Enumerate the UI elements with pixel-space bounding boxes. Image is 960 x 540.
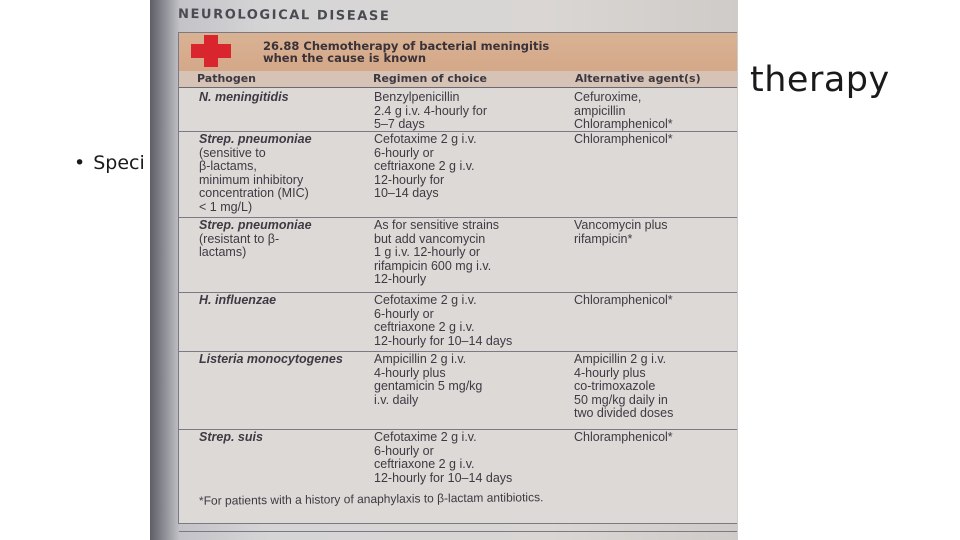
box-title-line: when the cause is known <box>263 51 427 65</box>
regimen-line: Ampicillin 2 g i.v. <box>374 352 467 366</box>
regimen-cell <box>374 91 574 132</box>
alternative-cell <box>574 219 734 246</box>
regimen-line: i.v. daily <box>374 392 419 407</box>
book-page <box>150 0 738 540</box>
pathogen-note-line: (sensitive to <box>199 145 266 160</box>
regimen-line: 4-hourly plus <box>374 365 446 380</box>
pathogen-note-line: β-lactams, <box>199 159 257 174</box>
table-footnote: *For patients with a history of anaphylaxis to β-lactam antibiotics. <box>198 490 544 508</box>
pathogen-name: Listeria monocytogenes <box>199 352 343 366</box>
chapter-heading: NEUROLOGICAL DISEASE <box>177 6 391 25</box>
slide-bullet <box>74 152 145 174</box>
info-box-title <box>263 40 733 64</box>
regimen-line: Cefotaxime 2 g i.v. <box>374 430 477 444</box>
table-header-row <box>179 71 737 88</box>
regimen-line: 10–14 days <box>374 186 439 201</box>
regimen-line: 6-hourly or <box>374 443 434 458</box>
regimen-line: 6-hourly or <box>374 145 434 160</box>
alternative-line: ampicillin <box>574 103 626 118</box>
pathogen-cell <box>199 353 369 367</box>
alternative-cell <box>574 294 734 308</box>
column-header-regimen: Regimen of choice <box>373 72 487 85</box>
column-header-alternative: Alternative agent(s) <box>575 72 701 85</box>
pathogen-cell <box>199 294 369 308</box>
alternative-line: 4-hourly plus <box>574 365 646 380</box>
regimen-line: gentamicin 5 mg/kg <box>374 379 483 394</box>
regimen-line: 1 g i.v. 12-hourly or <box>374 245 481 260</box>
regimen-line: but add vancomycin <box>374 231 486 246</box>
alternative-line: Chloramphenicol* <box>574 132 673 146</box>
regimen-line: ceftriaxone 2 g i.v. <box>374 159 475 174</box>
regimen-line: As for sensitive strains <box>374 218 500 232</box>
slide-bullet-text: Speci <box>93 152 145 174</box>
table-row <box>179 89 737 132</box>
pathogen-note-line: (resistant to β- <box>199 231 280 246</box>
regimen-line: ceftriaxone 2 g i.v. <box>374 320 475 335</box>
book-page-photo <box>150 0 738 540</box>
medical-cross-icon <box>191 35 231 67</box>
bullet-dot: • <box>74 152 86 174</box>
slide-title-fragment: therapy <box>750 60 890 100</box>
table-row <box>179 217 737 293</box>
alternative-line: two divided doses <box>574 406 674 421</box>
regimen-line: 5–7 days <box>374 117 425 132</box>
box-title-line: 26.88 Chemotherapy of bacterial meningitis <box>263 39 550 53</box>
pathogen-note-line: concentration (MIC) <box>199 186 309 201</box>
alternative-line: Chloramphenicol* <box>574 117 673 132</box>
regimen-line: Cefotaxime 2 g i.v. <box>374 293 477 307</box>
alternative-cell <box>574 133 734 147</box>
regimen-line: Benzylpenicillin <box>374 90 460 104</box>
alternative-cell <box>574 91 734 132</box>
alternative-line: Ampicillin 2 g i.v. <box>574 352 667 366</box>
table-row <box>179 131 737 218</box>
pathogen-cell <box>199 91 369 105</box>
alternative-line: co-trimoxazole <box>574 379 656 394</box>
pathogen-cell <box>199 133 369 215</box>
regimen-line: 12-hourly for 10–14 days <box>374 333 513 348</box>
regimen-line: Cefotaxime 2 g i.v. <box>374 132 477 146</box>
regimen-cell <box>374 353 574 407</box>
regimen-line: 12-hourly for 10–14 days <box>374 470 513 485</box>
regimen-cell <box>374 294 574 348</box>
regimen-line: 6-hourly or <box>374 306 434 321</box>
alternative-line: Vancomycin plus <box>574 218 668 232</box>
regimen-cell <box>374 133 574 201</box>
alternative-line: rifampicin* <box>574 231 633 246</box>
info-box <box>178 32 737 524</box>
pathogen-cell <box>199 219 369 260</box>
pathogen-name: Strep. pneumoniae <box>199 132 312 146</box>
alternative-line: 50 mg/kg daily in <box>574 392 668 407</box>
pathogen-note-line: minimum inhibitory <box>199 172 304 187</box>
pathogen-note-line: lactams) <box>199 245 247 260</box>
pathogen-cell <box>199 431 369 445</box>
regimen-line: rifampicin 600 mg i.v. <box>374 258 492 273</box>
table-row <box>179 351 737 430</box>
regimen-line: 2.4 g i.v. 4-hourly for <box>374 103 488 118</box>
regimen-cell <box>374 431 574 485</box>
pathogen-name: H. influenzae <box>199 293 277 307</box>
regimen-line: 12-hourly for <box>374 172 445 187</box>
regimen-cell <box>374 219 574 287</box>
pathogen-name: N. meningitidis <box>199 90 289 104</box>
pathogen-name: Strep. suis <box>199 430 263 444</box>
regimen-line: 12-hourly <box>374 272 427 287</box>
alternative-cell <box>574 353 734 421</box>
alternative-line: Chloramphenicol* <box>574 430 673 444</box>
alternative-line: Cefuroxime, <box>574 90 642 104</box>
pathogen-note-line: < 1 mg/L) <box>199 199 253 214</box>
alternative-cell <box>574 431 734 445</box>
regimen-line: ceftriaxone 2 g i.v. <box>374 457 475 472</box>
table-row <box>179 429 737 532</box>
column-header-pathogen: Pathogen <box>197 72 257 85</box>
table-row <box>179 292 737 352</box>
info-box-header <box>179 33 737 71</box>
alternative-line: Chloramphenicol* <box>574 293 673 307</box>
pathogen-name: Strep. pneumoniae <box>199 218 312 232</box>
